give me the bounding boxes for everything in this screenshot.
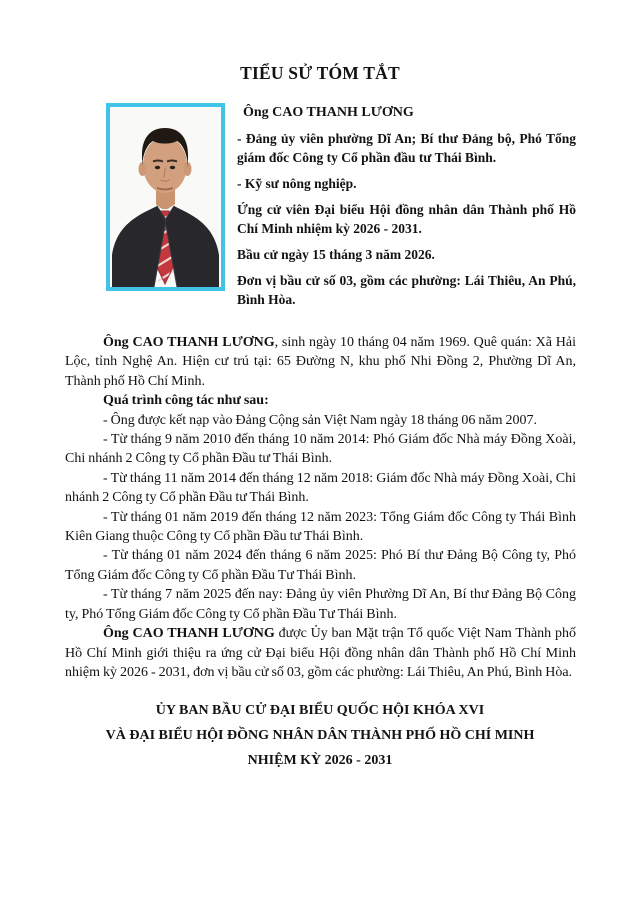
career-item-1: - Ông được kết nạp vào Đảng Cộng sản Việt Nam ngày 18 tháng 06 năm 2007. [103,412,537,428]
footer-line-2: VÀ ĐẠI BIỂU HỘI ĐỒNG NHÂN DÂN THÀNH PHỐ HỒ CHÍ MINH [105,728,535,744]
bio-intro-text: , sinh ngày 10 tháng 04 năm 1969. Quê quán: Xã Hải Lộc, tỉnh Nghệ An. Hiện cư trú tại: 65 Đường N, khu phố Nhi Đồng 2, Phường Dĩ An, Thành phố Hồ Chí Minh. [65,335,576,389]
career-item-3: - Từ tháng 11 năm 2014 đến tháng 12 năm 2018: Giám đốc Nhà máy Đồng Xoài, Chi nhánh 2 Công ty Cổ phần Đầu tư Thái Bình. [65,470,576,506]
footer-committee [30,698,610,773]
profile-item-position: - Đảng ủy viên phường Dĩ An; Bí thư Đảng bộ, Phó Tổng giám đốc Công ty Cổ phần đầu tư Thái Bình. [237,131,576,165]
bio-closing-text: được Ủy ban Mặt trận Tổ quốc Việt Nam Thành phố Hồ Chí Minh giới thiệu ra ứng cử Đại biểu Hội đồng nhân dân Thành phố Hồ Chí Minh nhiệm kỳ 2026 - 2031, đơn vị bầu cử số 03, gồm các phường: Lái Thiêu, An Phú, Bình Hòa. [65,626,576,680]
profile-item-election-date: Bầu cử ngày 15 tháng 3 năm 2026. [237,247,435,262]
profile-item-election-unit: Đơn vị bầu cử số 03, gồm các phường: Lái Thiêu, An Phú, Bình Hòa. [237,273,576,307]
career-item-6: - Từ tháng 7 năm 2025 đến nay: Đảng ủy viên Phường Dĩ An, Bí thư Đảng Bộ Công ty, Phó Tổng Giám đốc Công ty Cổ phần Đầu Tư Thái Bình. [65,587,576,622]
profile-info [237,103,576,309]
career-item-2: - Từ tháng 9 năm 2010 đến tháng 10 năm 2014: Phó Giám đốc Nhà máy Đồng Xoài, Chi nhánh 2 Công ty Cổ phần Đầu tư Thái Bình. [65,432,576,467]
portrait-illustration [110,107,221,287]
candidate-name-heading: Ông CAO THANH LƯƠNG [243,105,414,120]
profile-item-candidacy: Ứng cử viên Đại biểu Hội đồng nhân dân Thành phố Hồ Chí Minh nhiệm kỳ 2026 - 2031. [237,202,576,236]
profile-section [106,103,576,309]
bio-closing-paragraph [65,624,576,682]
footer-line-3: NHIỆM KỲ 2026 - 2031 [247,753,393,769]
bio-intro-paragraph [65,333,576,391]
biography-section [65,333,576,682]
profile-item-profession: - Kỹ sư nông nghiệp. [237,176,357,191]
page-title: TIỂU SỬ TÓM TẮT [240,63,400,83]
career-heading: Quá trình công tác như sau: [103,393,269,409]
bio-intro-name: Ông CAO THANH LƯƠNG [103,335,275,350]
career-item-4: - Từ tháng 01 năm 2019 đến tháng 12 năm 2023: Tổng Giám đốc Công ty Thái Bình Kiên Giang thuộc Công ty Cổ phần Đầu tư Thái Bình. [65,509,576,545]
candidate-photo [106,103,225,291]
bio-closing-name: Ông CAO THANH LƯƠNG [103,626,275,642]
career-item-5: - Từ tháng 01 năm 2024 đến tháng 6 năm 2025: Phó Bí thư Đảng Bộ Công ty, Phó Tổng Giám đốc Công ty Cổ phần Đầu Tư Thái Bình. [65,548,576,583]
footer-line-1: ỦY BAN BẦU CỬ ĐẠI BIỂU QUỐC HỘI KHÓA XVI [155,703,485,719]
